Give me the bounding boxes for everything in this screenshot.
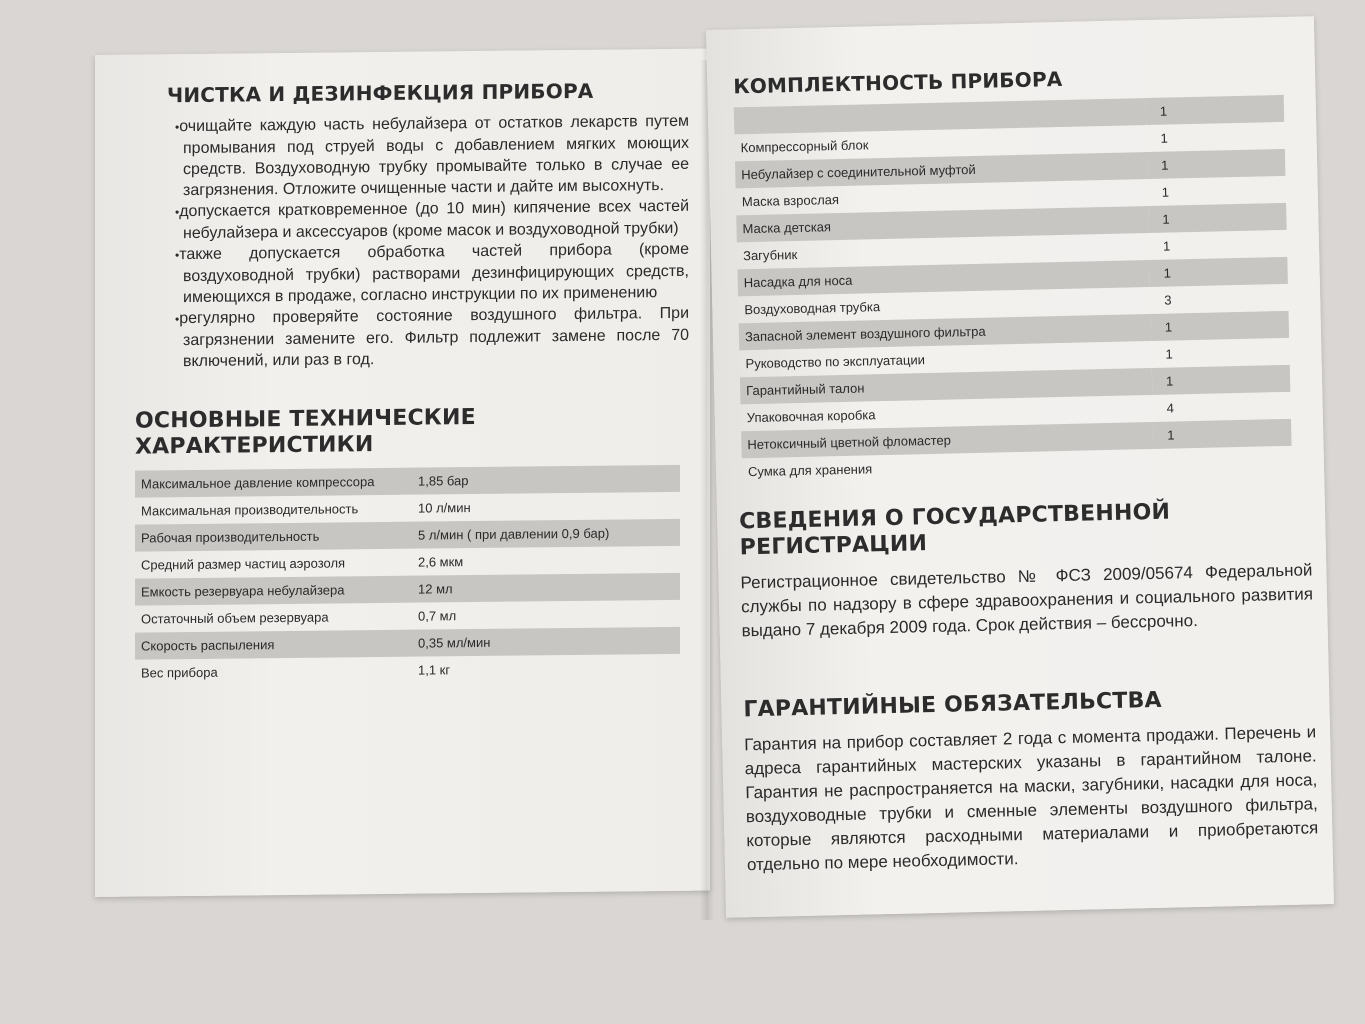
specs-section bbox=[135, 403, 695, 687]
cleaning-title: ЧИСТКА И ДЕЗИНФЕКЦИЯ ПРИБОРА bbox=[167, 78, 594, 108]
cleaning-section bbox=[167, 79, 689, 372]
warranty-text: Гарантия на прибор составляет 2 года с момента продажи. Перечень и адреса гарантийных мастерских указаны в гарантийном талоне. Гарантия не распространяется на маски, загубники, насадки для носа, воздуховодные трубки и сменные элементы воздушного фильтра, которые являются расходными материалами и приобретаются отдельно по мере необходимости. bbox=[744, 722, 1319, 875]
left-page bbox=[95, 49, 710, 897]
specs-title-line2: ХАРАКТЕРИСТИКИ bbox=[135, 432, 374, 460]
spec-label: Вес прибора bbox=[141, 664, 218, 681]
kit-item: Гарантийный талон bbox=[740, 368, 1153, 404]
cleaning-bullet: •допускается кратковременное (до 10 мин) кипячение всех частей небулайзера и аксессуаров (кроме масок и воздуховодной трубки) bbox=[175, 197, 689, 242]
spec-value: 12 мл bbox=[412, 573, 680, 603]
kit-item: Маска детская bbox=[736, 206, 1149, 242]
right-page bbox=[706, 16, 1334, 918]
cleaning-bullets bbox=[167, 110, 689, 371]
kit-item: Упаковочная коробка bbox=[746, 406, 876, 425]
kit-qty: 1 bbox=[1146, 95, 1285, 125]
kit-item: Насадка для носа bbox=[737, 260, 1150, 296]
spec-value: 1,1 кг bbox=[418, 662, 451, 678]
spec-value: 10 л/мин bbox=[418, 499, 471, 516]
spec-label: Максимальное давление компрессора bbox=[135, 468, 412, 498]
kit-item: Компрессорный блок bbox=[740, 136, 869, 155]
registration-section bbox=[739, 496, 1314, 643]
kit-qty: 1 bbox=[1165, 346, 1173, 362]
kit-qty: 1 bbox=[1147, 148, 1286, 178]
kit-qty: 1 bbox=[1153, 418, 1292, 448]
kit-qty: 1 bbox=[1162, 238, 1171, 254]
kit-qty bbox=[1154, 445, 1293, 475]
table-row bbox=[135, 654, 680, 687]
spec-value: 2,6 мкм bbox=[418, 554, 464, 570]
warranty-title: ГАРАНТИЙНЫЕ ОБЯЗАТЕЛЬСТВА bbox=[743, 687, 1163, 723]
spec-value: 0,35 мл/мин bbox=[412, 627, 680, 657]
kit-item: Загубник bbox=[742, 246, 798, 263]
registration-title bbox=[739, 496, 1312, 561]
kit-qty: 1 bbox=[1148, 202, 1287, 232]
warranty-section bbox=[743, 684, 1319, 877]
kit-item: Нетоксичный цветной фломастер bbox=[741, 422, 1154, 458]
kit-qty: 1 bbox=[1149, 256, 1288, 286]
kit-item: Маска взрослая bbox=[741, 191, 840, 209]
kit-item: Запасной элемент воздушного фильтра bbox=[739, 314, 1152, 350]
specs-title-line1: ОСНОВНЫЕ ТЕХНИЧЕСКИЕ bbox=[135, 405, 476, 434]
spec-label: Скорость распыления bbox=[135, 630, 412, 660]
kit-qty: 1 bbox=[1151, 310, 1290, 340]
cleaning-bullet: •очищайте каждую часть небулайзера от остатков лекарств путем промывания под струей воды с добавлением мягких моющих средств. Воздуховодную трубку промывайте только в случае ее загрязнения. Отложите очищенные части и дайте им высохнуть. bbox=[175, 112, 689, 199]
kit-qty: 1 bbox=[1161, 184, 1170, 200]
spec-value: 1,85 бар bbox=[412, 465, 680, 495]
kit-item: Небулайзер с соединительной муфтой bbox=[735, 152, 1148, 188]
spec-value: 0,7 мл bbox=[418, 608, 457, 624]
cleaning-bullet: •регулярно проверяйте состояние воздушного фильтра. При загрязнении замените его. Фильтр подлежит замене после 70 включений, или раз в год. bbox=[175, 304, 689, 370]
kit-qty: 1 bbox=[1152, 364, 1291, 394]
kit-title: КОМПЛЕКТНОСТЬ ПРИБОРА bbox=[733, 66, 1063, 99]
kit-qty: 4 bbox=[1166, 400, 1175, 416]
spec-label: Емкость резервуара небулайзера bbox=[135, 576, 412, 606]
kit-qty: 1 bbox=[1160, 130, 1168, 146]
specs-table bbox=[135, 465, 680, 687]
specs-title bbox=[135, 403, 695, 461]
kit-item: Воздуховодная трубка bbox=[744, 298, 881, 317]
kit-qty: 3 bbox=[1164, 292, 1172, 308]
registration-title-line2: РЕГИСТРАЦИИ bbox=[739, 531, 928, 561]
spec-label: Остаточный объем резервуара bbox=[141, 609, 329, 627]
kit-table bbox=[734, 95, 1292, 485]
kit-item: Руководство по эксплуатации bbox=[745, 351, 926, 371]
spec-label: Средний размер частиц аэрозоля bbox=[141, 555, 346, 573]
spec-value: 5 л/мин ( при давлении 0,9 бар) bbox=[412, 519, 680, 549]
cleaning-bullet: •также допускается обработка частей прибора (кроме воздуховодной трубки) растворами дезинфицирующих средств, имеющихся в продаже, согласно инструкции по их применению bbox=[175, 240, 689, 306]
spec-label: Рабочая производительность bbox=[135, 522, 412, 552]
kit-item: Сумка для хранения bbox=[747, 460, 873, 479]
spec-label: Максимальная производительность bbox=[141, 501, 359, 519]
kit-section bbox=[733, 63, 1302, 485]
registration-text: Регистрационное свидетельство № ФСЗ 2009/05674 Федеральной службы по надзору в сфере здравоохранения и социального развития выдано 7 декабря 2009 года. Срок действия – бессрочно. bbox=[740, 560, 1314, 641]
registration-title-line1: СВЕДЕНИЯ О ГОСУДАРСТВЕННОЙ bbox=[738, 499, 1171, 535]
